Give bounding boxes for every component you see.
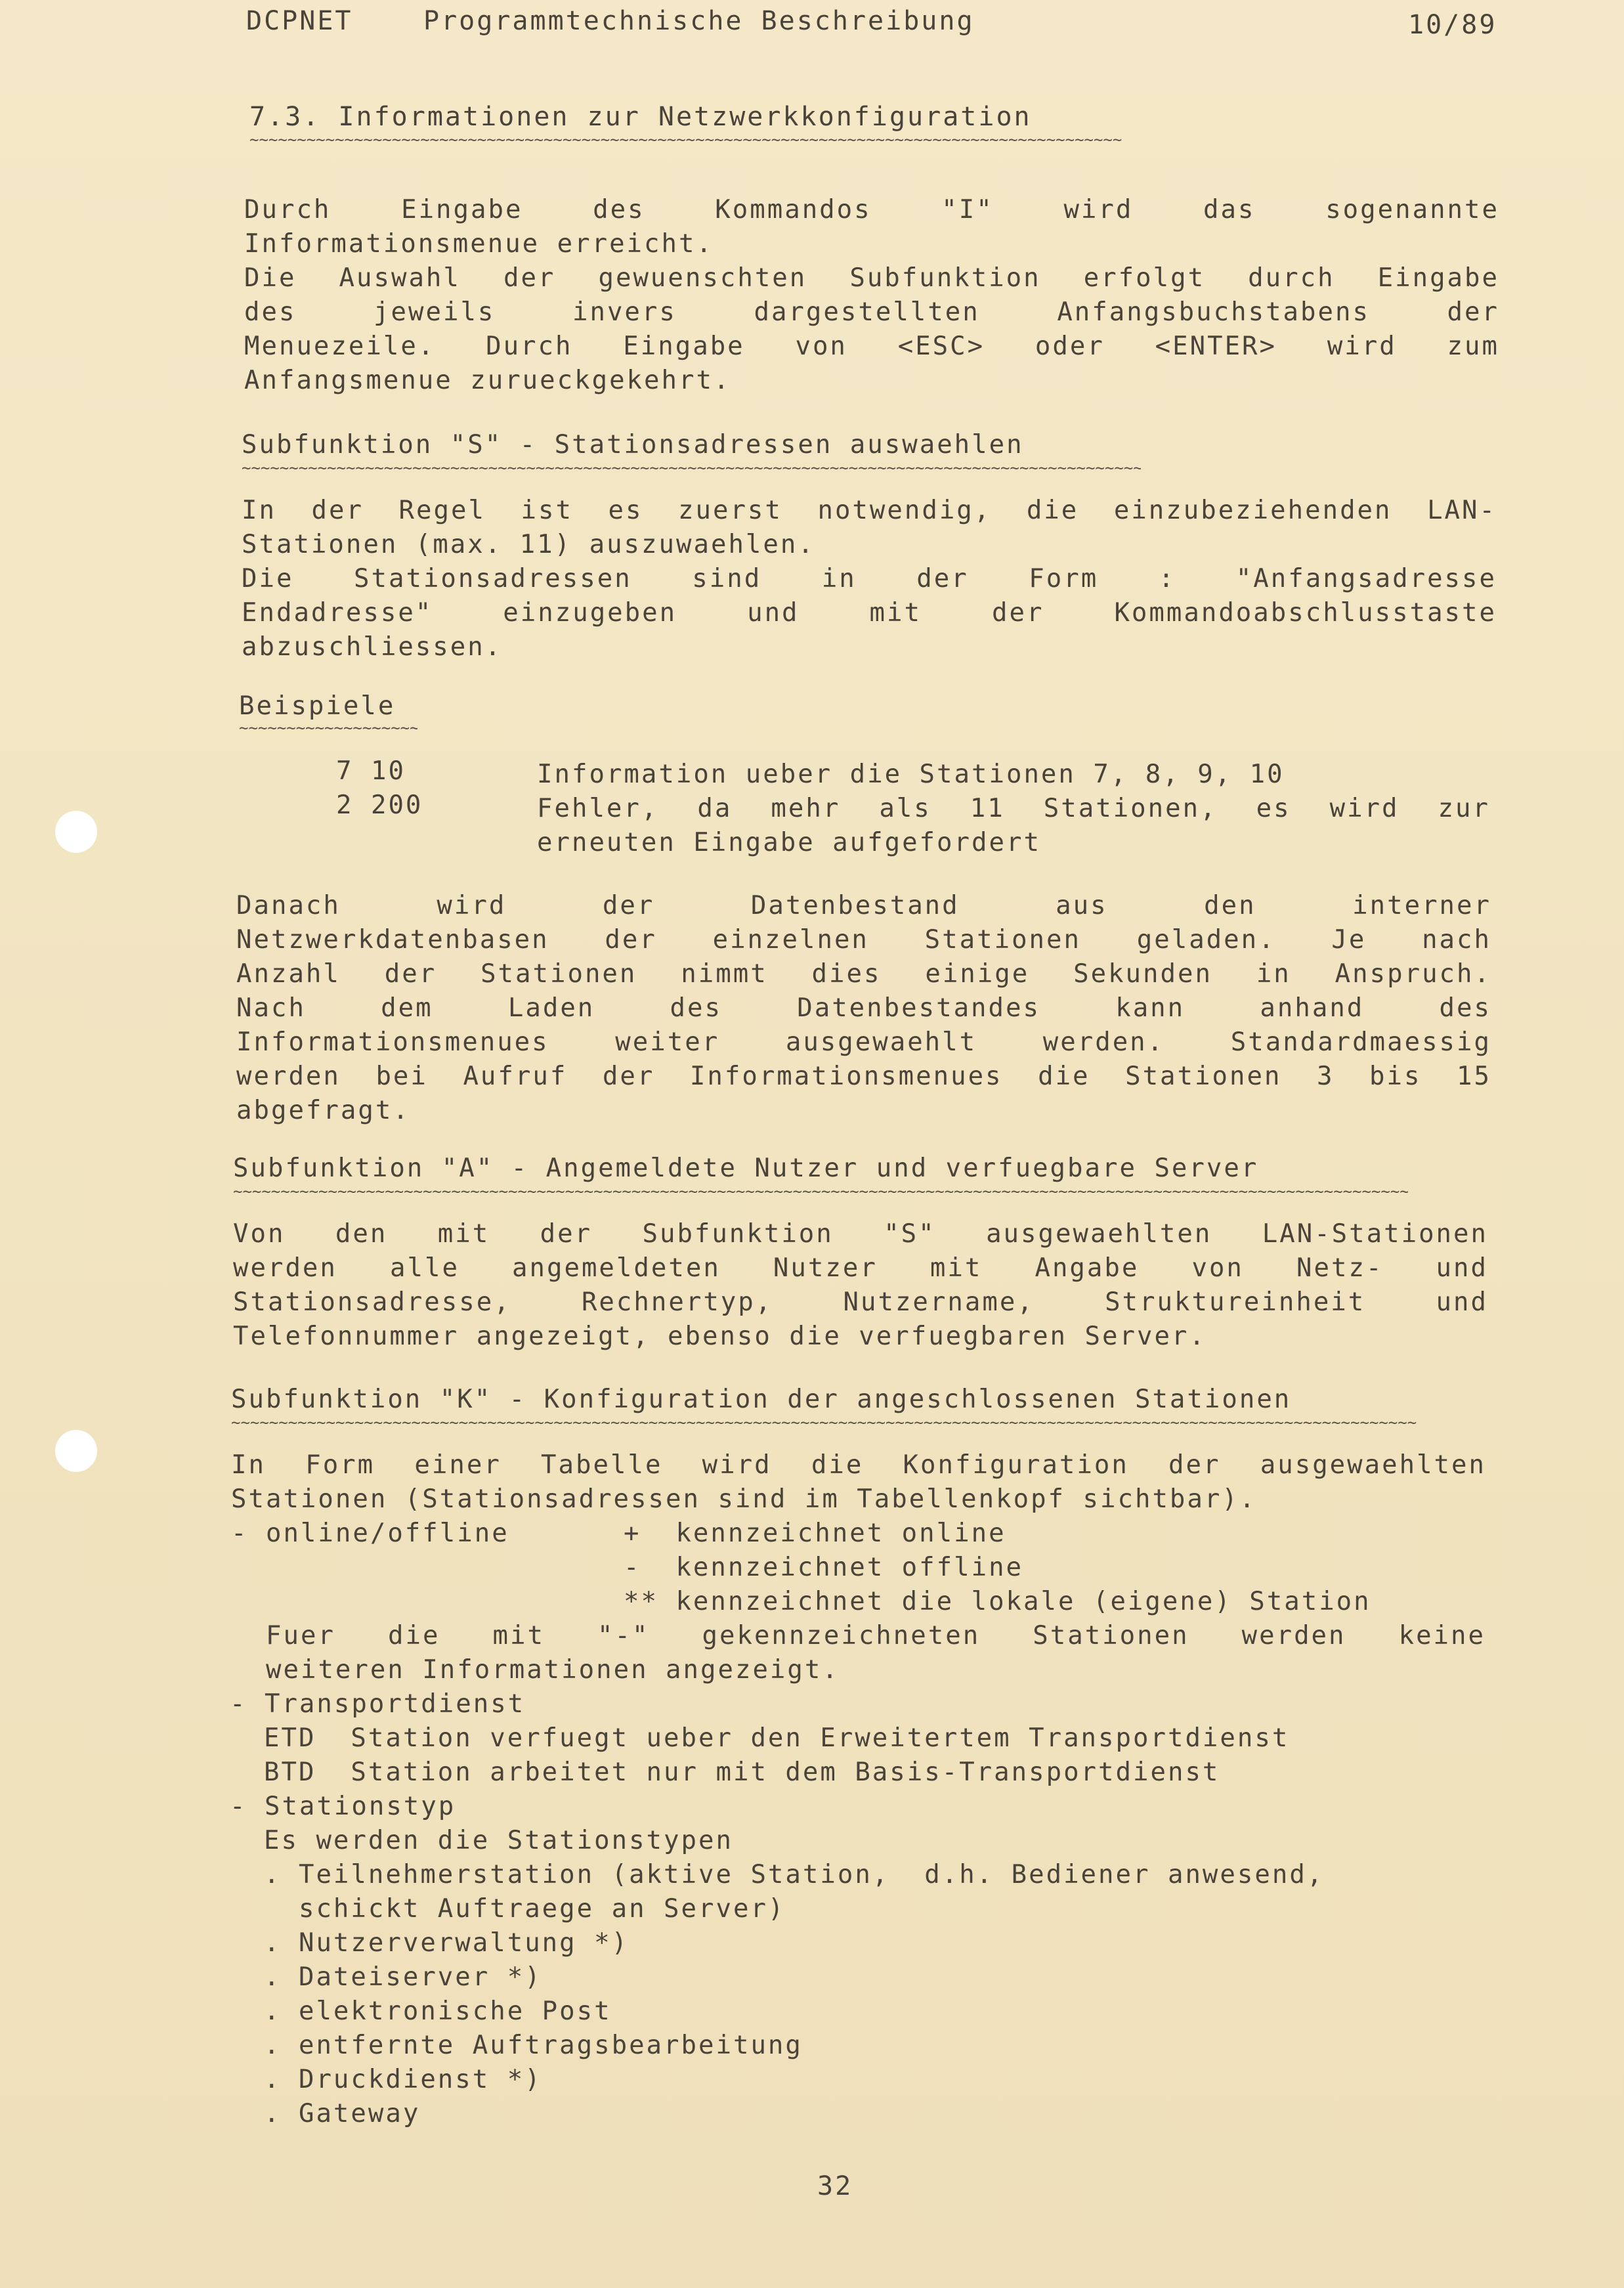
sub-s-after-line-3: Anzahl der Stationen nimmt dies einige Sekunden in Anspruch. xyxy=(236,959,1491,989)
sub-a-title: Subfunktion "A" - Angemeldete Nutzer und verfuegbare Server xyxy=(233,1154,1259,1183)
sub-s-line-3: Die Stationsadressen sind in der Form : "Anfangsadresse xyxy=(242,564,1497,594)
stationstyp-item-5: . entfernte Auftragsbearbeitung xyxy=(264,2031,803,2060)
sub-s-after-line-7: abgefragt. xyxy=(236,1096,410,1125)
sub-s-after-line-6: werden bei Aufruf der Informationsmenues die Stationen 3 bis 15 xyxy=(236,1062,1491,1091)
online-item-3: ** kennzeichnet die lokale (eigene) Station xyxy=(624,1587,1371,1616)
intro-line-6: Anfangsmenue zurueckgekehrt. xyxy=(244,366,731,395)
example-3-text: erneuten Eingabe aufgefordert xyxy=(537,828,1041,857)
example-2-input: 2 200 xyxy=(336,790,423,820)
stationstyp-label: - Stationstyp xyxy=(230,1792,456,1821)
sub-s-title-underline xyxy=(242,464,1141,473)
sub-s-line-1: In der Regel ist es zuerst notwendig, die einzubeziehenden LAN- xyxy=(242,496,1497,525)
sub-k-title: Subfunktion "K" - Konfiguration der angeschlossenen Stationen xyxy=(231,1385,1292,1414)
sub-a-line-2: werden alle angemeldeten Nutzer mit Angabe von Netz- und xyxy=(233,1253,1488,1283)
sub-a-line-3: Stationsadresse, Rechnertyp, Nutzername, Struktureinheit und xyxy=(233,1287,1488,1317)
punch-hole-bottom xyxy=(55,1430,97,1472)
sub-s-line-5: abzuschliessen. xyxy=(242,632,503,662)
sub-a-line-1: Von den mit der Subfunktion "S" ausgewaehlten LAN-Stationen xyxy=(233,1219,1488,1249)
sub-s-after-line-5: Informationsmenues weiter ausgewaehlt werden. Standardmaessig xyxy=(236,1027,1491,1057)
intro-line-4: des jeweils invers dargestellten Anfangsbuchstabens der xyxy=(244,297,1499,327)
header-right: 10/89 xyxy=(1408,10,1497,40)
intro-line-3: Die Auswahl der gewuenschten Subfunktion erfolgt durch Eingabe xyxy=(244,263,1499,293)
sub-s-line-2: Stationen (max. 11) auszuwaehlen. xyxy=(242,530,815,559)
examples-title-underline xyxy=(239,723,417,733)
online-note-line-1: Fuer die mit "-" gekennzeichneten Stationen werden keine xyxy=(266,1621,1485,1651)
sub-k-line-2: Stationen (Stationsadressen sind im Tabellenkopf sichtbar). xyxy=(231,1484,1257,1514)
sub-k-line-1: In Form einer Tabelle wird die Konfiguration der ausgewaehlten xyxy=(231,1450,1486,1480)
examples-title: Beispiele xyxy=(239,691,396,721)
stationstyp-item-6: . Druckdienst *) xyxy=(264,2065,542,2094)
sub-s-after-line-2: Netzwerkdatenbasen der einzelnen Stationen geladen. Je nach xyxy=(236,925,1491,955)
section-title: 7.3. Informationen zur Netzwerkkonfiguration xyxy=(249,102,1032,132)
sub-s-after-line-1: Danach wird der Datenbestand aus den interner xyxy=(236,891,1491,920)
transport-item-etd: ETD Station verfuegt ueber den Erweitertem Transportdienst xyxy=(264,1723,1290,1753)
sub-a-title-underline xyxy=(233,1187,1408,1196)
section-title-underline xyxy=(249,135,1122,144)
stationstyp-item-4: . elektronische Post xyxy=(264,1997,612,2026)
punch-hole-top xyxy=(55,811,97,853)
transport-item-btd: BTD Station arbeitet nur mit dem Basis-Transportdienst xyxy=(264,1758,1220,1787)
online-item-2: - kennzeichnet offline xyxy=(624,1553,1024,1582)
transport-label: - Transportdienst xyxy=(230,1689,526,1719)
sub-s-title: Subfunktion "S" - Stationsadressen auswaehlen xyxy=(242,430,1024,460)
sub-a-line-4: Telefonnummer angezeigt, ebenso die verfuegbaren Server. xyxy=(233,1322,1207,1351)
sub-s-after-line-4: Nach dem Laden des Datenbestandes kann anhand des xyxy=(236,993,1491,1023)
header-left: DCPNET xyxy=(246,6,353,36)
online-offline-label: - online/offline xyxy=(231,1519,509,1548)
example-1-input: 7 10 xyxy=(336,756,406,786)
example-1-text: Information ueber die Stationen 7, 8, 9, 10 xyxy=(537,760,1285,789)
stationstyp-item-7: . Gateway xyxy=(264,2099,421,2128)
stationstyp-item-3: . Dateiserver *) xyxy=(264,1962,542,1992)
stationstyp-item-2: . Nutzerverwaltung *) xyxy=(264,1928,630,1958)
online-item-1: + kennzeichnet online xyxy=(624,1519,1006,1548)
stationstyp-intro: Es werden die Stationstypen xyxy=(264,1826,733,1855)
intro-line-2: Informationsmenue erreicht. xyxy=(244,229,714,259)
stationstyp-item-1: . Teilnehmerstation (aktive Station, d.h. Bediener anwesend, xyxy=(264,1860,1325,1889)
page-number: 32 xyxy=(817,2171,853,2201)
example-2-text: Fehler, da mehr als 11 Stationen, es wird zur xyxy=(537,794,1490,823)
intro-line-1: Durch Eingabe des Kommandos "I" wird das sogenannte xyxy=(244,195,1499,225)
sub-s-line-4: Endadresse" einzugeben und mit der Kommandoabschlusstaste xyxy=(242,598,1497,628)
stationstyp-item-1-cont: schickt Auftraege an Server) xyxy=(264,1894,786,1924)
online-note-line-2: weiteren Informationen angezeigt. xyxy=(266,1655,840,1685)
sub-k-title-underline xyxy=(231,1418,1445,1427)
header-center: Programmtechnische Beschreibung xyxy=(423,6,975,36)
intro-line-5: Menuezeile. Durch Eingabe von <ESC> oder <ENTER> wird zum xyxy=(244,332,1499,361)
